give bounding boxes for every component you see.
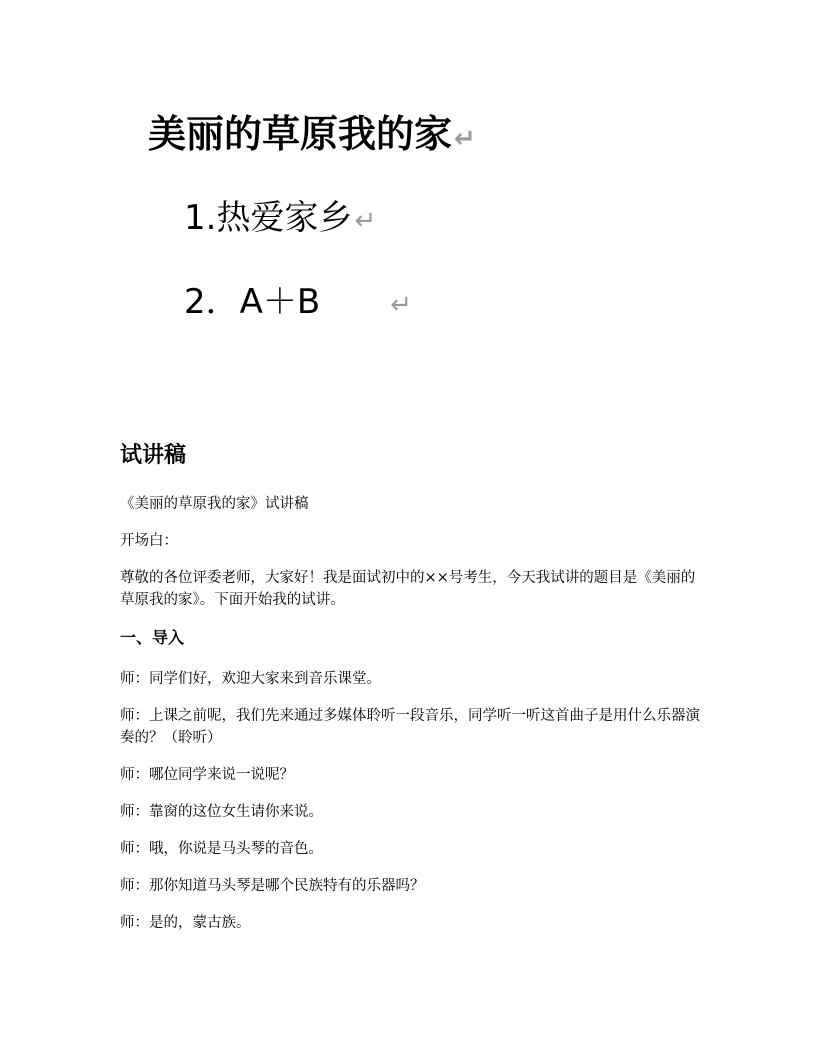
return-mark-icon: ↵ xyxy=(454,124,476,154)
header-item-2-text: 2．A＋B xyxy=(184,282,321,322)
section-heading-intro: 一、导入 xyxy=(120,628,185,647)
dialogue-line: 师：哪位同学来说一说呢？ xyxy=(120,767,294,783)
header-item-1 xyxy=(184,198,376,241)
header-item-2 xyxy=(184,282,412,325)
paragraph-opening-speech: 尊敬的各位评委老师，大家好！我是面试初中的××号考生，今天我试讲的题目是《美丽的草原我的家》。下面开始我的试讲。 xyxy=(120,570,696,608)
dialogue-line: 师：靠窗的这位女生请你来说。 xyxy=(120,804,323,820)
dialogue-line: 师：是的，蒙古族。 xyxy=(120,915,251,931)
return-mark-icon: ↵ xyxy=(390,290,413,320)
header-title xyxy=(148,110,476,163)
header-image xyxy=(140,100,476,340)
dialogue-line: 师：哦，你说是马头琴的音色。 xyxy=(120,841,323,857)
document-body xyxy=(120,493,700,949)
dialogue-line: 师：那你知道马头琴是哪个民族特有的乐器吗？ xyxy=(120,878,425,894)
header-item-1-text: 1.热爱家乡 xyxy=(184,198,353,238)
dialogue-line: 师：同学们好，欢迎大家来到音乐课堂。 xyxy=(120,671,381,687)
paragraph-lesson-title: 《美丽的草原我的家》试讲稿 xyxy=(120,496,309,512)
header-title-text: 美丽的草原我的家 xyxy=(148,112,453,156)
paragraph-opening-label: 开场白： xyxy=(120,533,178,549)
dialogue-line: 师：上课之前呢，我们先来通过多媒体聆听一段音乐，同学听一听这首曲子是用什么乐器演奏的？（聆听） xyxy=(120,708,700,746)
document-title: 试讲稿 xyxy=(120,443,187,468)
return-mark-icon: ↵ xyxy=(354,206,377,236)
